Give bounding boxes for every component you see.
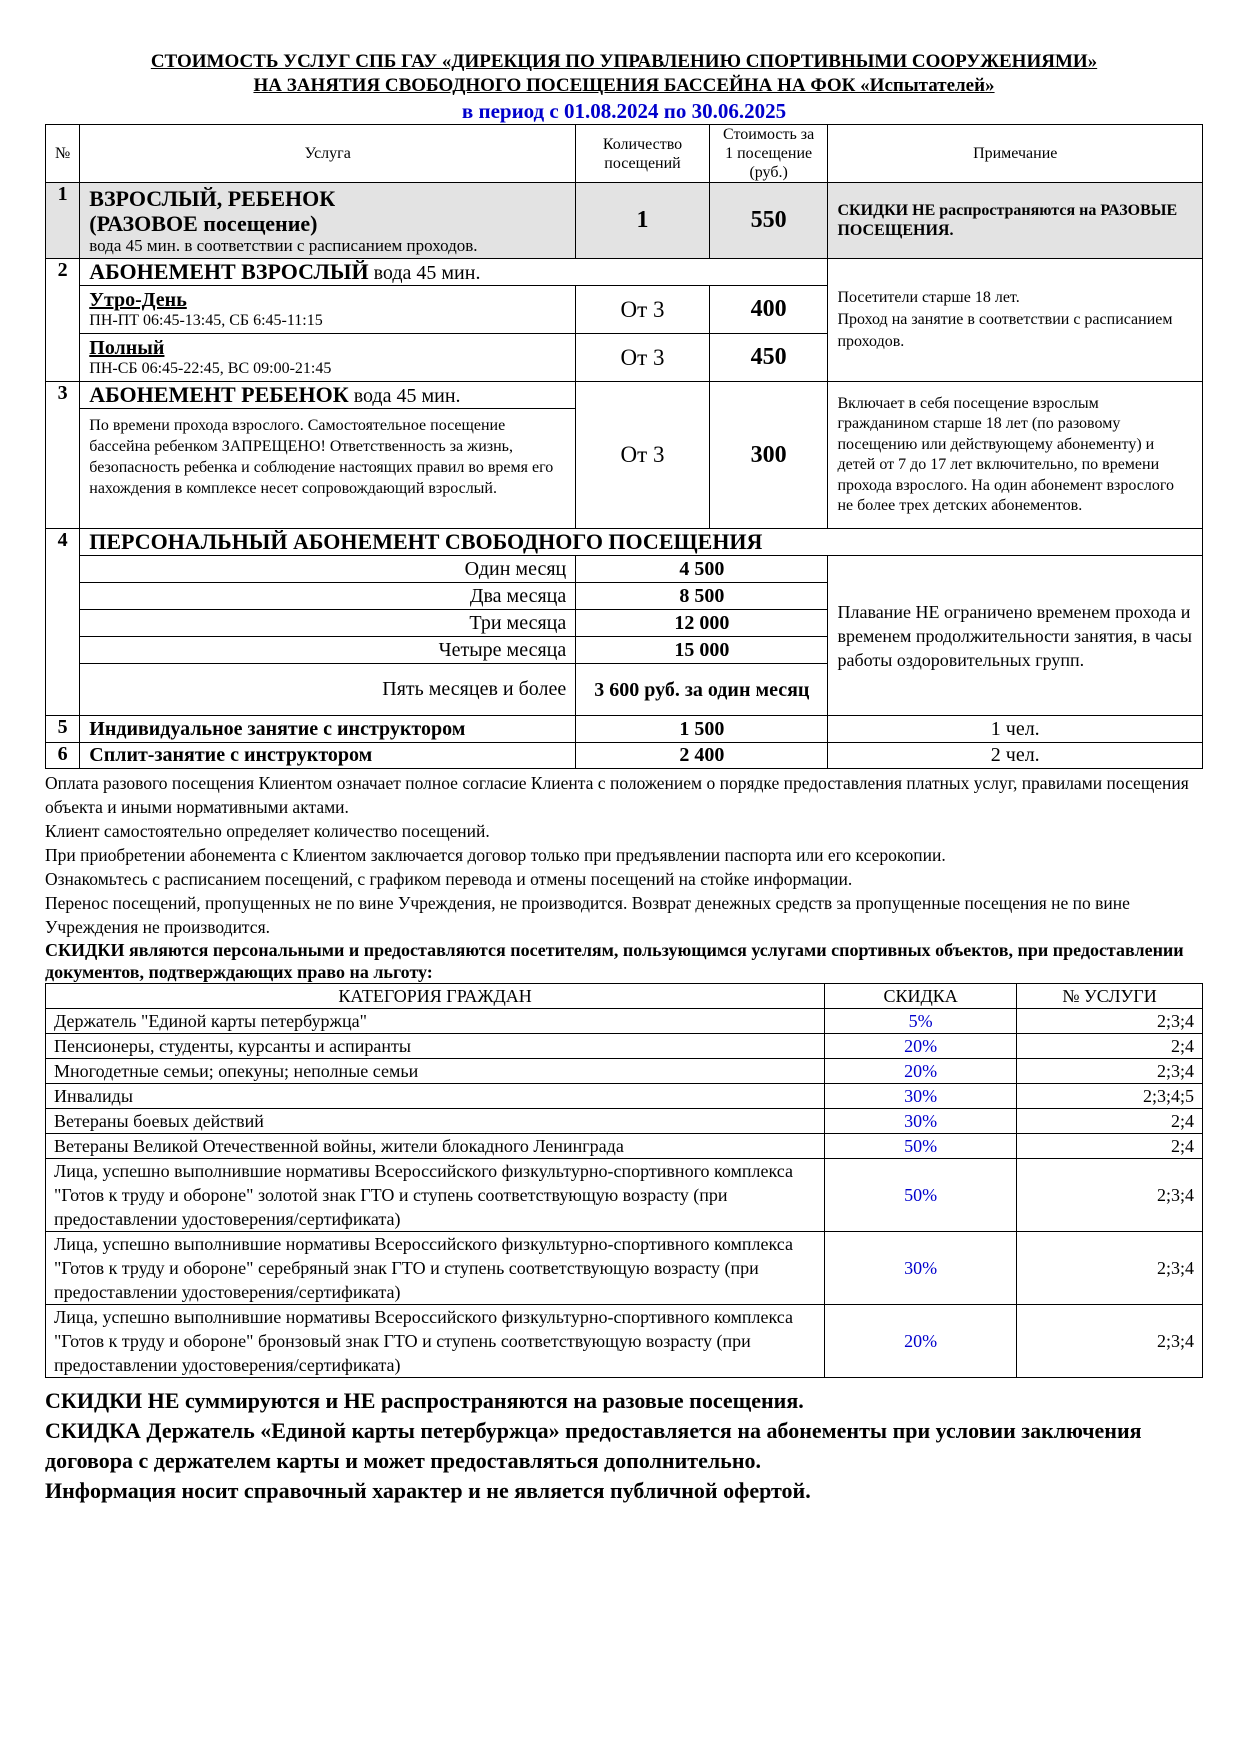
service-title: ВЗРОСЛЫЙ, РЕБЕНОК [89, 185, 336, 211]
discount-cell: 50% [825, 1134, 1017, 1159]
service-title: ПЕРСОНАЛЬНЫЙ АБОНЕМЕНТ СВОБОДНОГО ПОСЕЩЕНИЯ [80, 529, 1203, 556]
row-number: 3 [46, 382, 80, 529]
service-title: АБОНЕМЕНТ РЕБЕНОК [89, 382, 349, 407]
price-cell: 15 000 [576, 637, 828, 664]
col-num-header: № [46, 125, 80, 183]
notes-block [45, 771, 1203, 939]
table-row [46, 183, 1203, 259]
service-cell [80, 382, 576, 529]
note-paragraph: При приобретении абонемента с Клиентом заключается договор только при предъявлении паспорта или его ксерокопии. [45, 845, 946, 865]
price-table [45, 124, 1203, 769]
note-line: Посетители старше 18 лет. [837, 289, 1020, 306]
discount-cell: 30% [825, 1084, 1017, 1109]
period-label: Четыре месяца [80, 637, 576, 664]
note-line: Проход на занятие в соответствии с расписанием проходов. [837, 311, 1173, 350]
discount-row [46, 1109, 1203, 1134]
note-paragraph: Ознакомьтесь с расписанием посещений, с графиком перевода и отмены посещений на стойке информации. [45, 869, 853, 889]
discount-row [46, 1059, 1203, 1084]
services-cell: 2;3;4;5 [1017, 1084, 1203, 1109]
services-cell: 2;3;4 [1017, 1232, 1203, 1305]
services-cell: 2;3;4 [1017, 1159, 1203, 1232]
service-desc: вода 45 мин. в соответствии с расписанием проходов. [89, 235, 478, 255]
services-cell: 2;3;4 [1017, 1305, 1203, 1378]
note-paragraph: Клиент самостоятельно определяет количество посещений. [45, 821, 490, 841]
note-cell: Включает в себя посещение взрослым гражданином старше 18 лет (по разовому посещению или действующему абонементу) и детей от 7 до 17 лет включительно, по времени прохода взрослого. На один абонемент взрослого не более трех детских абонементов. [828, 382, 1203, 529]
row-number: 5 [46, 716, 80, 743]
note-cell: 2 чел. [828, 743, 1203, 769]
discount-cell: 20% [825, 1034, 1017, 1059]
note-paragraph: Перенос посещений, пропущенных не по вине Учреждения, не производится. Возврат денежных средств за пропущенные посещения не по вине Учреждения не производится. [45, 893, 1130, 937]
services-cell: 2;4 [1017, 1034, 1203, 1059]
table-row [46, 529, 1203, 556]
visits-cell: 1 [576, 183, 710, 259]
price-cell: 2 400 [576, 743, 828, 769]
note-cell: 1 чел. [828, 716, 1203, 743]
subservice-time: ПН-СБ 06:45-22:45, ВС 09:00-21:45 [89, 359, 332, 377]
discount-row [46, 1305, 1203, 1378]
row-number: 1 [46, 183, 80, 259]
note-cell: Плавание НЕ ограничено временем прохода и временем продолжительности занятия, в часы работы оздоровительных групп. [828, 556, 1203, 716]
visits-cell: От 3 [576, 382, 710, 529]
final-line: Информация носит справочный характер и не является публичной офертой. [45, 1478, 811, 1503]
discount-row [46, 1159, 1203, 1232]
category-cell: Лица, успешно выполнившие нормативы Всероссийского физкультурно-спортивного комплекса "Готов к труду и обороне" золотой знак ГТО и ступень соответствующую возрасту (при предоставлении удостоверения/сертификата) [46, 1159, 825, 1232]
price-cell: 8 500 [576, 583, 828, 610]
col-services-header: № УСЛУГИ [1017, 984, 1203, 1009]
col-service-header: Услуга [80, 125, 576, 183]
discount-cell: 20% [825, 1305, 1017, 1378]
period-line: в период с 01.08.2024 по 30.06.2025 [461, 99, 787, 123]
row-number: 2 [46, 259, 80, 382]
discount-header-row [46, 984, 1203, 1009]
final-line: СКИДКА Держатель «Единой карты петербуржца» предоставляется на абонементы при условии заключения договора с держателем карты и может предоставляться дополнительно. [45, 1418, 1142, 1473]
col-discount-header: СКИДКА [825, 984, 1017, 1009]
service-title: АБОНЕМЕНТ ВЗРОСЛЫЙ [89, 259, 369, 284]
price-cell: 550 [709, 183, 828, 259]
final-notice [45, 1386, 1203, 1506]
discount-table [45, 983, 1203, 1378]
period-label: Пять месяцев и более [80, 664, 576, 716]
subservice-time: ПН-ПТ 06:45-13:45, СБ 6:45-11:15 [89, 311, 323, 329]
category-cell: Ветераны боевых действий [46, 1109, 825, 1134]
price-cell: 400 [709, 286, 828, 334]
visits-cell: От 3 [576, 286, 710, 334]
subservice-name: Утро-День [89, 288, 187, 311]
col-price-header: Стоимость за 1 посещение (руб.) [709, 125, 828, 183]
price-cell: 1 500 [576, 716, 828, 743]
price-cell: 4 500 [576, 556, 828, 583]
period-label: Один месяц [80, 556, 576, 583]
category-cell: Ветераны Великой Отечественной войны, жители блокадного Ленинграда [46, 1134, 825, 1159]
category-cell: Лица, успешно выполнившие нормативы Всероссийского физкультурно-спортивного комплекса "Готов к труду и обороне" серебряный знак ГТО и ступень соответствующую возрасту (при предоставлении удостоверения/сертификата) [46, 1232, 825, 1305]
table-row [46, 382, 1203, 529]
subservice-name: Полный [89, 336, 165, 359]
service-subtitle: (РАЗОВОЕ посещение) [89, 210, 318, 236]
discount-row [46, 1034, 1203, 1059]
category-cell: Многодетные семьи; опекуны; неполные семьи [46, 1059, 825, 1084]
table-row [46, 743, 1203, 769]
header-line-1: СТОИМОСТЬ УСЛУГ СПБ ГАУ «ДИРЕКЦИЯ ПО УПРАВЛЕНИЮ СПОРТИВНЫМИ СООРУЖЕНИЯМИ» [150, 51, 1098, 72]
discount-row [46, 1009, 1203, 1034]
price-cell: 3 600 руб. за один месяц [576, 664, 828, 716]
discount-row [46, 1232, 1203, 1305]
period-label: Два месяца [80, 583, 576, 610]
row-number: 4 [46, 529, 80, 716]
discount-row [46, 1134, 1203, 1159]
note-cell [828, 259, 1203, 382]
service-cell [80, 183, 576, 259]
col-category-header: КАТЕГОРИЯ ГРАЖДАН [46, 984, 825, 1009]
header-line-2: НА ЗАНЯТИЯ СВОБОДНОГО ПОСЕЩЕНИЯ БАССЕЙНА НА ФОК «Испытателей» [253, 75, 995, 96]
price-list-document [45, 50, 1203, 1506]
discount-cell: 5% [825, 1009, 1017, 1034]
service-title: Сплит-занятие с инструктором [80, 743, 576, 769]
category-cell: Лица, успешно выполнившие нормативы Всероссийского физкультурно-спортивного комплекса "Готов к труду и обороне" бронзовый знак ГТО и ступень соответствующую возрасту (при предоставлении удостоверения/сертификата) [46, 1305, 825, 1378]
service-title: Индивидуальное занятие с инструктором [80, 716, 576, 743]
subservice-cell [80, 334, 576, 382]
table-header-row [46, 125, 1203, 183]
price-cell: 300 [709, 382, 828, 529]
services-cell: 2;4 [1017, 1134, 1203, 1159]
service-desc: По времени прохода взрослого. Самостоятельное посещение бассейна ребенком ЗАПРЕЩЕНО! Ответственность за жизнь, безопасность ребенка и соблюдение настоящих правил во время его нахождения в комплексе несет сопровождающий взрослый. [89, 417, 554, 497]
col-visits-header: Количество посещений [576, 125, 710, 183]
discount-intro: СКИДКИ являются персональными и предоставляются посетителям, пользующимся услугами спортивных объектов, при предоставлении документов, подтверждающих право на льготу: [45, 940, 1184, 982]
price-cell: 450 [709, 334, 828, 382]
subservice-cell [80, 286, 576, 334]
col-note-header: Примечание [828, 125, 1203, 183]
services-cell: 2;3;4 [1017, 1009, 1203, 1034]
service-cell [80, 259, 828, 286]
discount-cell: 30% [825, 1109, 1017, 1134]
table-row [46, 716, 1203, 743]
service-title-line [80, 382, 575, 409]
period-label: Три месяца [80, 610, 576, 637]
price-cell: 12 000 [576, 610, 828, 637]
service-title-suffix: вода 45 мин. [368, 262, 481, 284]
discount-cell: 50% [825, 1159, 1017, 1232]
category-cell: Инвалиды [46, 1084, 825, 1109]
note-cell: СКИДКИ НЕ распространяются на РАЗОВЫЕ ПОСЕЩЕНИЯ. [828, 183, 1203, 259]
services-cell: 2;4 [1017, 1109, 1203, 1134]
visits-cell: От 3 [576, 334, 710, 382]
table-row [46, 556, 1203, 583]
table-row [46, 259, 1203, 286]
final-line: СКИДКИ НЕ суммируются и НЕ распространяются на разовые посещения. [45, 1388, 804, 1413]
note-paragraph: Оплата разового посещения Клиентом означает полное согласие Клиента с положением о порядке предоставления платных услуг, правилами посещения объекта и иными нормативными актами. [45, 773, 1189, 817]
row-number: 6 [46, 743, 80, 769]
category-cell: Держатель "Единой карты петербуржца" [46, 1009, 825, 1034]
service-title-suffix: вода 45 мин. [348, 385, 461, 407]
services-cell: 2;3;4 [1017, 1059, 1203, 1084]
category-cell: Пенсионеры, студенты, курсанты и аспиранты [46, 1034, 825, 1059]
discount-row [46, 1084, 1203, 1109]
discount-cell: 30% [825, 1232, 1017, 1305]
discount-cell: 20% [825, 1059, 1017, 1084]
